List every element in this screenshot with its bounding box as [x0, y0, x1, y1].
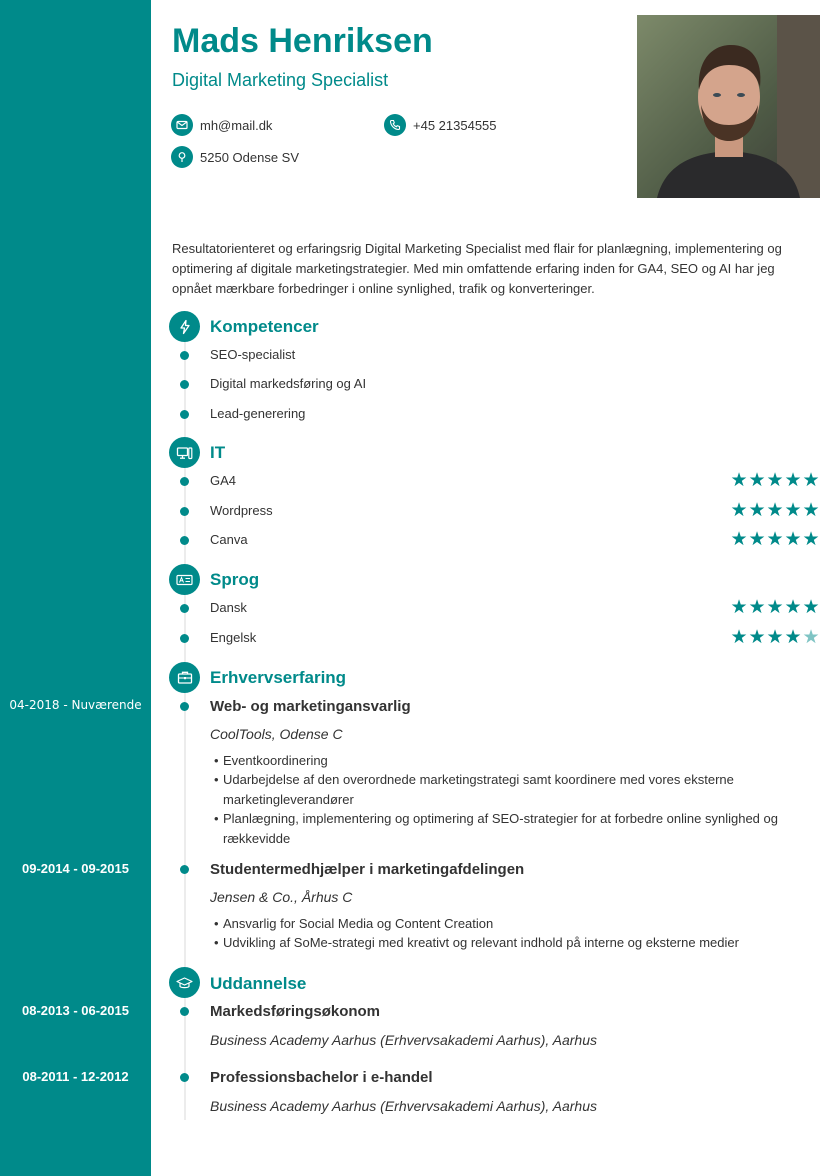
sidebar	[0, 0, 151, 1176]
email-contact	[171, 114, 272, 136]
education-date: 08-2011 - 12-2012	[22, 1069, 129, 1084]
job-date: 09-2014 - 09-2015	[22, 861, 129, 876]
star-icon: ★	[784, 470, 802, 491]
lightning-icon	[169, 311, 200, 342]
graduation-cap-icon	[169, 967, 200, 998]
job-bullet: • Udarbejdelse af den overordnede marketingstrategi samt koordinere med vores eksterne marketingleverandører	[214, 770, 794, 809]
timeline-dot	[180, 1007, 189, 1016]
star-icon: ★	[730, 597, 748, 618]
education-title: Markedsføringsøkonom	[210, 1003, 381, 1020]
star-icon: ★	[784, 529, 802, 550]
star-icon: ★	[748, 470, 766, 491]
competency-item: Lead-generering	[210, 406, 306, 421]
star-icon: ★	[802, 470, 820, 491]
language-icon	[169, 564, 200, 595]
star-icon: ★	[730, 500, 748, 521]
star-icon: ★	[766, 529, 784, 550]
job-bullet: • Ansvarlig for Social Media og Content Creation	[214, 914, 794, 934]
timeline-dot	[180, 351, 189, 360]
star-icon: ★	[766, 597, 784, 618]
star-icon: ★	[766, 627, 784, 648]
star-icon: ★	[730, 627, 748, 648]
it-skill-rating	[730, 501, 820, 520]
phone-contact	[384, 114, 497, 136]
timeline-dot	[180, 380, 189, 389]
it-skill-label: GA4	[210, 473, 237, 488]
timeline-dot	[180, 410, 189, 419]
star-icon: ★	[748, 627, 766, 648]
section-title-education: Uddannelse	[210, 974, 307, 993]
timeline-dot	[180, 536, 189, 545]
briefcase-icon	[169, 662, 200, 693]
phone-text: +45 21354555	[413, 117, 497, 133]
phone-icon	[384, 114, 406, 136]
star-icon: ★	[730, 529, 748, 550]
star-icon: ★	[802, 529, 820, 550]
star-icon: ★	[730, 470, 748, 491]
education-date: 08-2013 - 06-2015	[22, 1003, 129, 1018]
star-icon: ★	[802, 597, 820, 618]
star-icon: ★	[766, 500, 784, 521]
it-skill-rating	[730, 471, 820, 490]
candidate-title: Digital Marketing Specialist	[172, 70, 389, 90]
location-pin-icon	[171, 146, 193, 168]
education-school: Business Academy Aarhus (Erhvervsakademi Aarhus), Aarhus	[210, 1098, 597, 1114]
star-icon: ★	[802, 627, 820, 648]
star-icon: ★	[766, 470, 784, 491]
star-icon: ★	[802, 500, 820, 521]
address-text: 5250 Odense SV	[200, 149, 300, 165]
candidate-name: Mads Henriksen	[172, 22, 433, 60]
star-icon: ★	[748, 529, 766, 550]
star-icon: ★	[784, 597, 802, 618]
star-icon: ★	[748, 597, 766, 618]
timeline-dot	[180, 702, 189, 711]
timeline-dot	[180, 477, 189, 486]
profile-photo	[637, 15, 820, 198]
job-bullet: • Planlægning, implementering og optimering af SEO-strategier for at forbedre online synlighed og rækkevidde	[214, 809, 794, 848]
mail-icon	[171, 114, 193, 136]
timeline-dot	[180, 1073, 189, 1082]
job-bullet: • Udvikling af SoMe-strategi med kreativt og relevant indhold på interne og eksterne medier	[214, 933, 794, 953]
address-contact	[171, 146, 299, 168]
competency-item: SEO-specialist	[210, 347, 296, 362]
job-company: Jensen & Co., Århus C	[210, 889, 353, 905]
job-bullet: • Eventkoordinering	[214, 751, 794, 771]
it-skill-label: Canva	[210, 532, 248, 547]
section-title-competencies: Kompetencer	[210, 317, 319, 336]
star-icon: ★	[784, 627, 802, 648]
language-label: Engelsk	[210, 630, 257, 645]
language-rating	[730, 598, 820, 617]
job-title: Studentermedhjælper i marketingafdelingen	[210, 861, 525, 878]
job-title: Web- og marketingansvarlig	[210, 698, 411, 715]
job-date: 04-2018 - Nuværende	[9, 698, 142, 712]
star-icon: ★	[784, 500, 802, 521]
competency-item: Digital markedsføring og AI	[210, 376, 367, 391]
timeline-dot	[180, 507, 189, 516]
language-label: Dansk	[210, 600, 247, 615]
it-skill-rating	[730, 530, 820, 549]
section-title-experience: Erhvervserfaring	[210, 668, 347, 687]
star-icon: ★	[748, 500, 766, 521]
education-school: Business Academy Aarhus (Erhvervsakademi Aarhus), Aarhus	[210, 1032, 597, 1048]
timeline-dot	[180, 604, 189, 613]
section-title-it: IT	[210, 443, 226, 462]
timeline-dot	[180, 865, 189, 874]
computer-icon	[169, 437, 200, 468]
language-rating	[730, 628, 820, 647]
section-title-languages: Sprog	[210, 570, 260, 589]
profile-summary: Resultatorienteret og erfaringsrig Digital Marketing Specialist med flair for planlægning, implementering og optimering af digitale marketingstrategier. Med min omfattende erfaring inden for GA4, SEO og AI har jeg opnået mærkbare forbedringer i online synlighed, trafik og konverteringer.	[172, 241, 782, 296]
education-title: Professionsbachelor i e-handel	[210, 1069, 433, 1086]
job-company: CoolTools, Odense C	[210, 726, 343, 742]
it-skill-label: Wordpress	[210, 503, 273, 518]
timeline-dot	[180, 634, 189, 643]
email-text: mh@mail.dk	[200, 117, 273, 133]
